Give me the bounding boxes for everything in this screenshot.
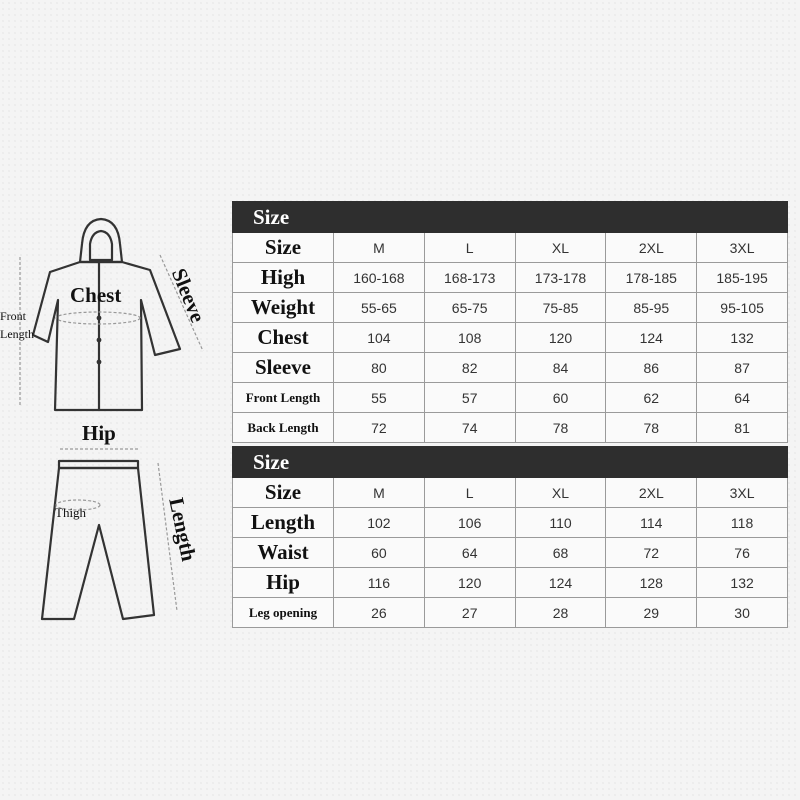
- row-label: High: [233, 263, 334, 293]
- row-label: Front Length: [233, 383, 334, 413]
- table-row: [233, 508, 788, 538]
- jacket-table-header: [233, 202, 788, 233]
- front-length-label-line1: Front: [0, 309, 27, 323]
- size-row-label: Size: [233, 233, 334, 263]
- table-cell: 132: [697, 323, 788, 353]
- row-label: Back Length: [233, 413, 334, 443]
- table-cell: 128: [606, 568, 697, 598]
- table-cell: 57: [424, 383, 515, 413]
- table-cell: 104: [334, 323, 425, 353]
- table-cell: 72: [334, 413, 425, 443]
- table-cell: 86: [606, 353, 697, 383]
- size-cell: 2XL: [606, 233, 697, 263]
- table-cell: 74: [424, 413, 515, 443]
- table-cell: 110: [515, 508, 606, 538]
- table-cell: 168-173: [424, 263, 515, 293]
- table-cell: 124: [515, 568, 606, 598]
- table-row: [233, 263, 788, 293]
- table-cell: 120: [515, 323, 606, 353]
- row-label: Hip: [233, 568, 334, 598]
- table-cell: 102: [334, 508, 425, 538]
- table-row: [233, 598, 788, 628]
- table-cell: 87: [697, 353, 788, 383]
- pants-table-header: [233, 447, 788, 478]
- table-cell: 68: [515, 538, 606, 568]
- jacket-table-title: Size: [233, 202, 788, 233]
- table-cell: 132: [697, 568, 788, 598]
- table-cell: 75-85: [515, 293, 606, 323]
- table-cell: 108: [424, 323, 515, 353]
- table-cell: 65-75: [424, 293, 515, 323]
- size-cell: 2XL: [606, 478, 697, 508]
- table-cell: 82: [424, 353, 515, 383]
- row-label: Sleeve: [233, 353, 334, 383]
- table-cell: 55-65: [334, 293, 425, 323]
- table-row: [233, 568, 788, 598]
- table-cell: 80: [334, 353, 425, 383]
- pants-table-title: Size: [233, 447, 788, 478]
- jacket-size-row: [233, 233, 788, 263]
- table-cell: 114: [606, 508, 697, 538]
- size-cell: 3XL: [697, 478, 788, 508]
- table-cell: 124: [606, 323, 697, 353]
- table-cell: 62: [606, 383, 697, 413]
- size-cell: L: [424, 233, 515, 263]
- table-row: [233, 538, 788, 568]
- table-cell: 64: [424, 538, 515, 568]
- row-label: Waist: [233, 538, 334, 568]
- table-cell: 76: [697, 538, 788, 568]
- garment-diagrams: [0, 0, 230, 640]
- table-cell: 160-168: [334, 263, 425, 293]
- table-cell: 28: [515, 598, 606, 628]
- table-row: [233, 293, 788, 323]
- front-length-label-line2: Length: [0, 327, 34, 341]
- table-cell: 185-195: [697, 263, 788, 293]
- pants-size-row: [233, 478, 788, 508]
- table-cell: 173-178: [515, 263, 606, 293]
- table-cell: 95-105: [697, 293, 788, 323]
- table-cell: 81: [697, 413, 788, 443]
- table-cell: 60: [334, 538, 425, 568]
- sleeve-label: Sleeve: [166, 264, 211, 326]
- row-label: Length: [233, 508, 334, 538]
- row-label: Chest: [233, 323, 334, 353]
- row-label: Weight: [233, 293, 334, 323]
- table-cell: 26: [334, 598, 425, 628]
- pants-size-table: [232, 446, 788, 628]
- thigh-label: Thigh: [55, 505, 87, 520]
- size-cell: 3XL: [697, 233, 788, 263]
- pants-drawing: [42, 461, 154, 619]
- row-label: Leg opening: [233, 598, 334, 628]
- table-cell: 64: [697, 383, 788, 413]
- table-cell: 78: [606, 413, 697, 443]
- table-cell: 84: [515, 353, 606, 383]
- jacket-size-table: [232, 201, 788, 443]
- table-cell: 60: [515, 383, 606, 413]
- size-cell: XL: [515, 478, 606, 508]
- table-row: [233, 413, 788, 443]
- jacket-drawing: [33, 219, 180, 410]
- size-cell: M: [334, 478, 425, 508]
- table-cell: 85-95: [606, 293, 697, 323]
- table-row: [233, 323, 788, 353]
- length-label: Length: [164, 495, 201, 564]
- table-cell: 30: [697, 598, 788, 628]
- size-cell: XL: [515, 233, 606, 263]
- table-row: [233, 353, 788, 383]
- table-cell: 55: [334, 383, 425, 413]
- table-cell: 178-185: [606, 263, 697, 293]
- size-cell: L: [424, 478, 515, 508]
- table-cell: 118: [697, 508, 788, 538]
- table-cell: 27: [424, 598, 515, 628]
- chest-label: Chest: [70, 283, 122, 307]
- table-row: [233, 383, 788, 413]
- table-cell: 29: [606, 598, 697, 628]
- hip-label: Hip: [82, 421, 116, 445]
- table-cell: 106: [424, 508, 515, 538]
- table-cell: 78: [515, 413, 606, 443]
- size-row-label: Size: [233, 478, 334, 508]
- size-cell: M: [334, 233, 425, 263]
- table-cell: 116: [334, 568, 425, 598]
- table-cell: 120: [424, 568, 515, 598]
- table-cell: 72: [606, 538, 697, 568]
